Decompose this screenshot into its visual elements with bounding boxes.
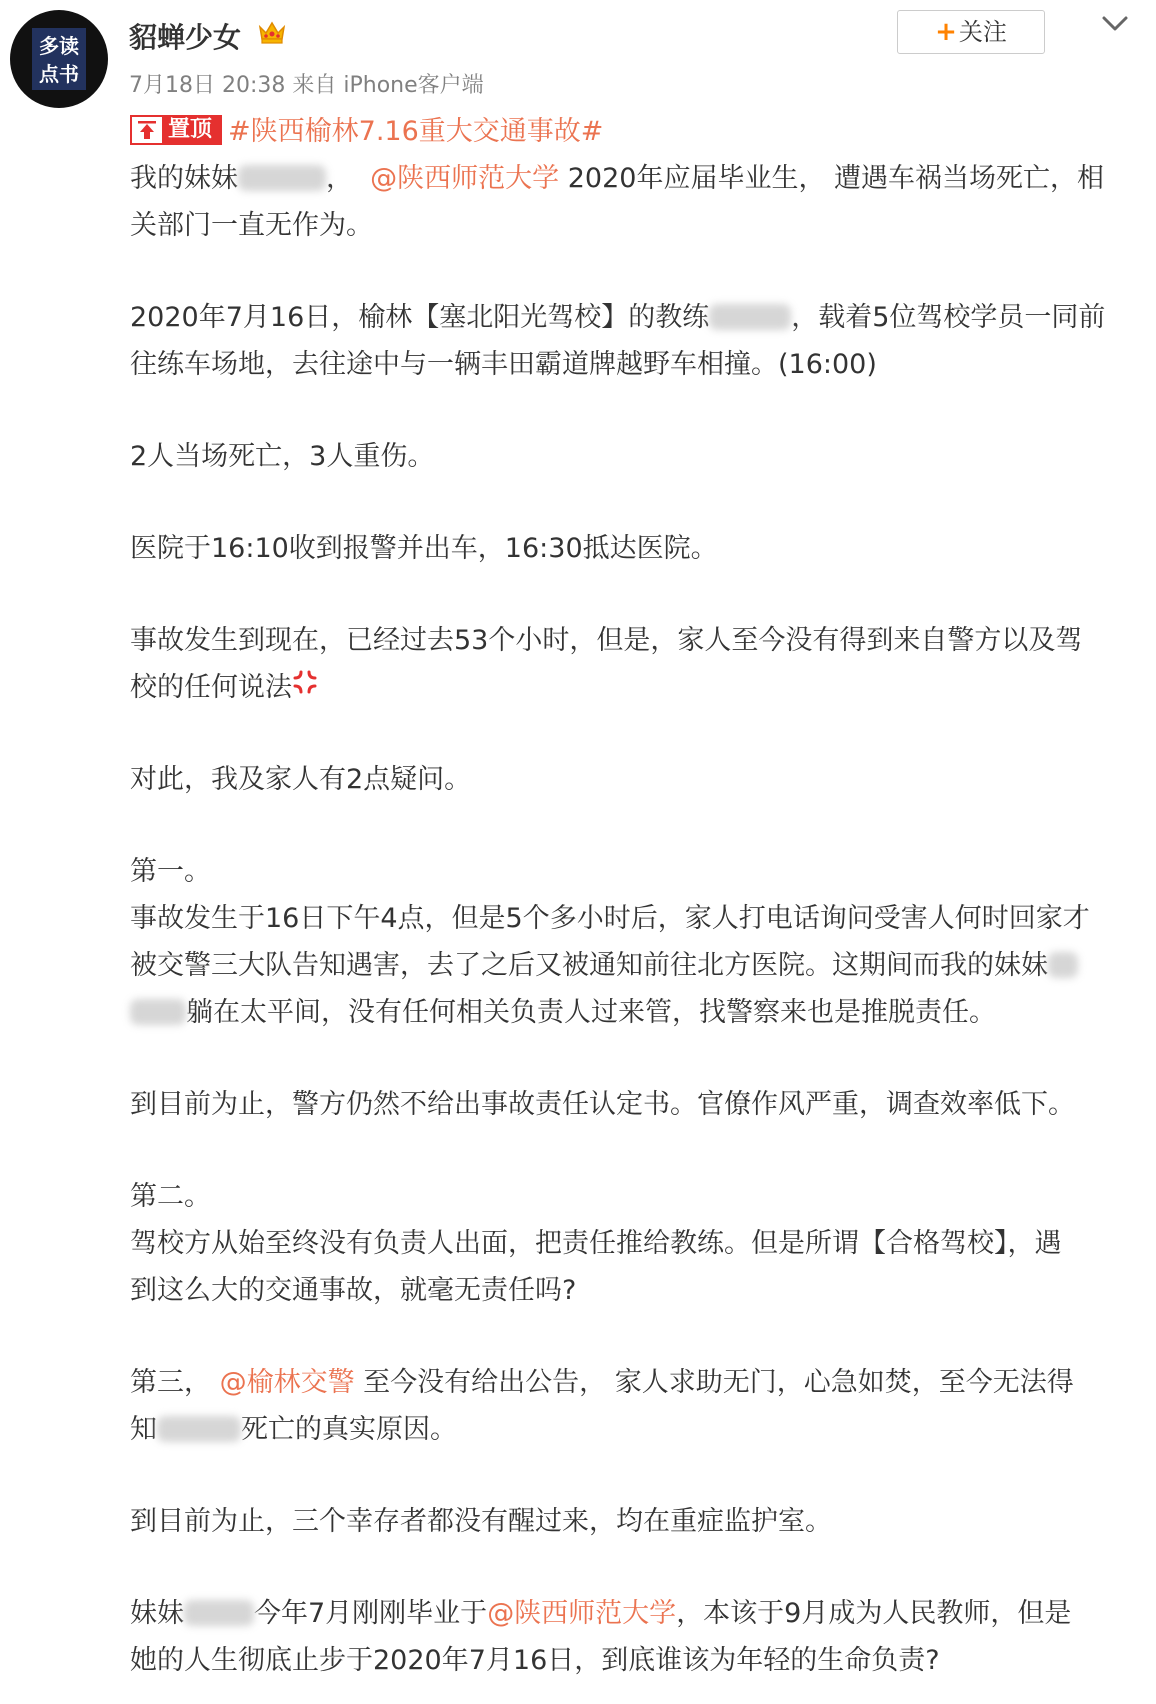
- pin-top-icon: [132, 117, 162, 143]
- crown-icon: [257, 14, 287, 58]
- blurred-name: [184, 1600, 254, 1626]
- avatar-text-line1: 多读: [39, 34, 79, 58]
- text-span: ，: [326, 163, 353, 194]
- text-span: 今年7月刚刚毕业于: [254, 1598, 488, 1629]
- text-line: [130, 1220, 1135, 1267]
- text-line: [130, 202, 1135, 249]
- text-span: 2020年7月16日，榆林【塞北阳光驾校】的教练: [130, 302, 710, 333]
- text-span: 关部门一直无作为。: [130, 210, 373, 241]
- text-line: [130, 895, 1135, 942]
- text-line: [130, 341, 1135, 388]
- blurred-name: [157, 1416, 241, 1442]
- avatar[interactable]: [10, 10, 108, 108]
- pin-label: 置顶: [162, 117, 220, 143]
- text-line: [130, 1359, 1135, 1406]
- text-line: [130, 942, 1135, 989]
- text-span: 2020年应届毕业生， 遭遇车祸当场死亡，相: [559, 163, 1105, 194]
- text-line: [130, 525, 1135, 572]
- text-line: [130, 664, 1135, 711]
- text-span: 事故发生于16日下午4点，但是5个多小时后，家人打电话询问受害人何时回家才: [130, 903, 1090, 934]
- text-span: 第一。: [130, 856, 211, 887]
- text-span: 校的任何说法: [130, 672, 292, 703]
- text-line: [130, 1498, 1135, 1545]
- text-span: 驾校方从始至终没有负责人出面，把责任推给教练。但是所谓【合格驾校】，遇: [130, 1228, 1062, 1259]
- text-line: [130, 756, 1135, 803]
- post-content: [130, 108, 1135, 1684]
- text-span: 我的妹妹: [130, 163, 238, 194]
- mention-link[interactable]: @榆林交警: [219, 1367, 355, 1398]
- blurred-name: [130, 999, 186, 1025]
- mention-link[interactable]: @陕西师范大学: [487, 1598, 677, 1629]
- text-span: 事故发生到现在，已经过去53个小时，但是，家人至今没有得到来自警方以及驾: [130, 625, 1083, 656]
- text-span: ，本该于9月成为人民教师，但是: [676, 1598, 1072, 1629]
- follow-label: 关注: [958, 18, 1007, 46]
- text-span: 第二。: [130, 1181, 211, 1212]
- text-line: [130, 617, 1135, 664]
- text-span: 躺在太平间，没有任何相关负责人过来管，找警察来也是推脱责任。: [186, 997, 996, 1028]
- pin-badge: [130, 115, 222, 145]
- text-line: [130, 1173, 1135, 1220]
- text-span: 妹妹: [130, 1598, 184, 1629]
- text-line: [130, 1406, 1135, 1453]
- post-meta: 7月18日 20:38 来自 iPhone客户端: [129, 73, 484, 98]
- blurred-name: [1048, 952, 1078, 978]
- blurred-name: [238, 165, 326, 191]
- anger-symbol-icon: [292, 663, 318, 710]
- text-line: [130, 848, 1135, 895]
- text-span: 知: [130, 1414, 157, 1445]
- mention-link[interactable]: @陕西师范大学: [370, 163, 560, 194]
- follow-button[interactable]: [897, 10, 1045, 54]
- text-line: [130, 1081, 1135, 1128]
- username-row: [129, 16, 287, 60]
- text-span: 医院于16:10收到报警并出车，16:30抵达医院。: [130, 533, 718, 564]
- text-line: [130, 155, 1135, 202]
- avatar-logo: [32, 28, 86, 90]
- chevron-down-icon[interactable]: [1100, 12, 1130, 36]
- blurred-name: [709, 304, 791, 330]
- text-line: [130, 989, 1135, 1036]
- plus-icon: +: [935, 17, 957, 47]
- text-span: 往练车场地，去往途中与一辆丰田霸道牌越野车相撞。(16:00): [130, 349, 877, 380]
- text-span: 第三，: [130, 1367, 211, 1398]
- text-line: [130, 294, 1135, 341]
- avatar-text-line2: 点书: [39, 62, 79, 86]
- text-line: [130, 1267, 1135, 1314]
- post-header-line: [130, 108, 1135, 155]
- text-span: 2人当场死亡，3人重伤。: [130, 441, 435, 472]
- hashtag-link[interactable]: #陕西榆林7.16重大交通事故#: [228, 116, 604, 147]
- text-line: [130, 433, 1135, 480]
- text-span: 被交警三大队告知遇害，去了之后又被通知前往北方医院。这期间而我的妹妹: [130, 950, 1048, 981]
- text-span: 到目前为止，警方仍然不给出事故责任认定书。官僚作风严重，调查效率低下。: [130, 1089, 1075, 1120]
- text-span: ，载着5位驾校学员一同前: [791, 302, 1106, 333]
- text-span: 她的人生彻底止步于2020年7月16日，到底谁该为年轻的生命负责?: [130, 1645, 940, 1676]
- text-span: 死亡的真实原因。: [241, 1414, 457, 1445]
- text-span: 到目前为止，三个幸存者都没有醒过来，均在重症监护室。: [130, 1506, 832, 1537]
- text-span: 到这么大的交通事故，就毫无责任吗?: [130, 1275, 577, 1306]
- text-line: [130, 1590, 1135, 1637]
- text-span: 对此，我及家人有2点疑问。: [130, 764, 472, 795]
- text-span: 至今没有给出公告， 家人求助无门，心急如焚，至今无法得: [354, 1367, 1074, 1398]
- text-line: [130, 1637, 1135, 1684]
- username[interactable]: 貂蝉少女: [129, 21, 242, 54]
